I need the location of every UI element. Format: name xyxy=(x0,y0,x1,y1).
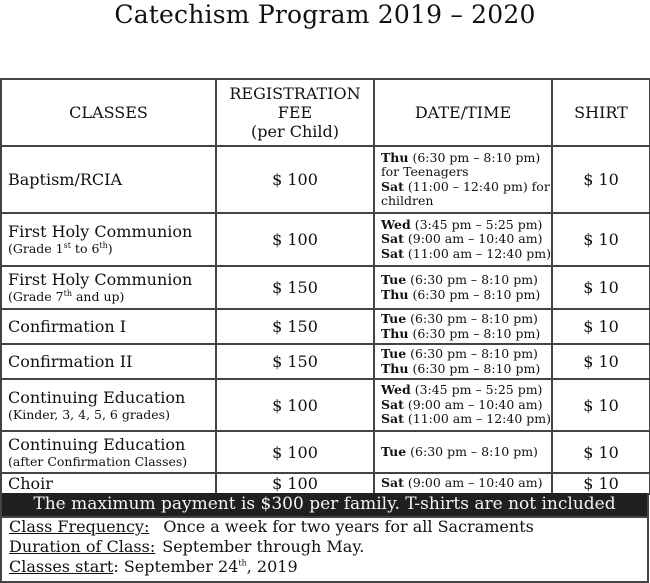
classes-start-row xyxy=(2,557,647,577)
table-row xyxy=(1,473,650,494)
shirt-fee: $ 10 xyxy=(552,344,650,379)
schedule-cell xyxy=(374,379,552,431)
schedule-cell xyxy=(374,309,552,344)
registration-fee: $ 150 xyxy=(216,309,374,344)
class-name: Confirmation II xyxy=(1,344,216,379)
class-frequency-value: Once a week for two years for all Sacraments xyxy=(163,517,534,536)
class-subtitle: (after Confirmation Classes) xyxy=(8,453,188,469)
schedule-cell xyxy=(374,344,552,379)
shirt-fee: $ 10 xyxy=(552,379,650,431)
program-info-footer xyxy=(0,516,649,583)
catechism-schedule-table xyxy=(0,78,650,495)
schedule-line: Wed (3:45 pm – 5:25 pm) xyxy=(381,382,543,398)
class-name-cell xyxy=(1,379,216,431)
class-name: Continuing Education xyxy=(8,434,186,454)
registration-fee: $ 150 xyxy=(216,344,374,379)
schedule-line: Sat (9:00 am – 10:40 am) xyxy=(381,475,543,491)
schedule-cell xyxy=(374,146,552,213)
schedule-line: Sat (11:00 am – 12:40 pm) xyxy=(381,245,551,261)
header-fee-line3: (per Child) xyxy=(251,122,339,141)
table-row xyxy=(1,266,650,309)
registration-fee: $ 100 xyxy=(216,146,374,213)
table-row xyxy=(1,431,650,473)
schedule-line: Sat (11:00 – 12:40 pm) for xyxy=(381,178,550,194)
schedule-line: Tue (6:30 pm – 8:10 pm) xyxy=(381,272,538,287)
class-subtitle: (Grade 7th and up) xyxy=(8,288,125,304)
registration-fee: $ 100 xyxy=(216,379,374,431)
class-name: First Holy Communion xyxy=(8,270,193,289)
class-name: Choir xyxy=(1,473,216,494)
table-row xyxy=(1,379,650,431)
shirt-fee: $ 10 xyxy=(552,473,650,494)
registration-fee: $ 100 xyxy=(216,473,374,494)
class-subtitle: (Kinder, 3, 4, 5, 6 grades) xyxy=(8,406,170,422)
schedule-cell xyxy=(374,431,552,473)
schedule-line: Sat (9:00 am – 10:40 am) xyxy=(381,231,543,247)
class-duration-label: Duration of Class: xyxy=(9,537,156,556)
schedule-line: Thu (6:30 pm – 8:10 pm) xyxy=(381,325,541,341)
registration-fee: $ 100 xyxy=(216,431,374,473)
header-classes: CLASSES xyxy=(1,79,216,146)
class-frequency-row xyxy=(2,517,647,537)
table-row xyxy=(1,309,650,344)
shirt-fee: $ 10 xyxy=(552,431,650,473)
table-row xyxy=(1,146,650,213)
header-shirt: SHIRT xyxy=(552,79,650,146)
classes-start-value: : September 24th, 2019 xyxy=(113,557,298,576)
schedule-line: Tue (6:30 pm – 8:10 pm) xyxy=(381,311,538,326)
header-registration-fee xyxy=(216,79,374,146)
schedule-line: Tue (6:30 pm – 8:10 pm) xyxy=(381,443,538,459)
class-name: Continuing Education xyxy=(8,387,186,407)
schedule-line: Sat (9:00 am – 10:40 am) xyxy=(381,396,543,412)
header-fee-line2: FEE xyxy=(277,103,313,122)
shirt-fee: $ 10 xyxy=(552,309,650,344)
class-duration-value: September through May. xyxy=(162,537,365,556)
max-payment-banner: The maximum payment is $300 per family. T-shirts are not included xyxy=(0,493,649,518)
schedule-cell xyxy=(374,266,552,309)
class-subtitle: (Grade 1st to 6th) xyxy=(8,240,113,256)
table-row xyxy=(1,213,650,266)
schedule-cell xyxy=(374,473,552,494)
schedule-line: Thu (6:30 pm – 8:10 pm) xyxy=(381,286,541,302)
class-frequency-label: Class Frequency: xyxy=(9,517,150,536)
shirt-fee: $ 10 xyxy=(552,146,650,213)
class-name-cell xyxy=(1,266,216,309)
schedule-cell xyxy=(374,213,552,266)
shirt-fee: $ 10 xyxy=(552,213,650,266)
class-name-cell xyxy=(1,213,216,266)
header-date-time: DATE/TIME xyxy=(374,79,552,146)
schedule-line: Thu (6:30 pm – 8:10 pm) xyxy=(381,360,541,376)
schedule-line: Wed (3:45 pm – 5:25 pm) xyxy=(381,216,543,232)
table-header-row xyxy=(1,79,650,146)
schedule-line: for Teenagers xyxy=(381,164,469,179)
table-row xyxy=(1,344,650,379)
schedule-line: children xyxy=(381,193,434,208)
class-duration-row xyxy=(2,537,647,557)
class-name: Confirmation I xyxy=(1,309,216,344)
class-name-cell xyxy=(1,431,216,473)
class-name: Baptism/RCIA xyxy=(1,146,216,213)
registration-fee: $ 100 xyxy=(216,213,374,266)
schedule-line: Tue (6:30 pm – 8:10 pm) xyxy=(381,346,538,361)
header-fee-line1: REGISTRATION xyxy=(229,84,361,103)
registration-fee: $ 150 xyxy=(216,266,374,309)
schedule-line: Thu (6:30 pm – 8:10 pm) xyxy=(381,149,541,165)
class-name: First Holy Communion xyxy=(8,222,193,241)
schedule-line: Sat (11:00 am – 12:40 pm) xyxy=(381,411,551,427)
classes-start-label: Classes start xyxy=(9,557,114,576)
shirt-fee: $ 10 xyxy=(552,266,650,309)
page-title: Catechism Program 2019 – 2020 xyxy=(114,0,536,29)
